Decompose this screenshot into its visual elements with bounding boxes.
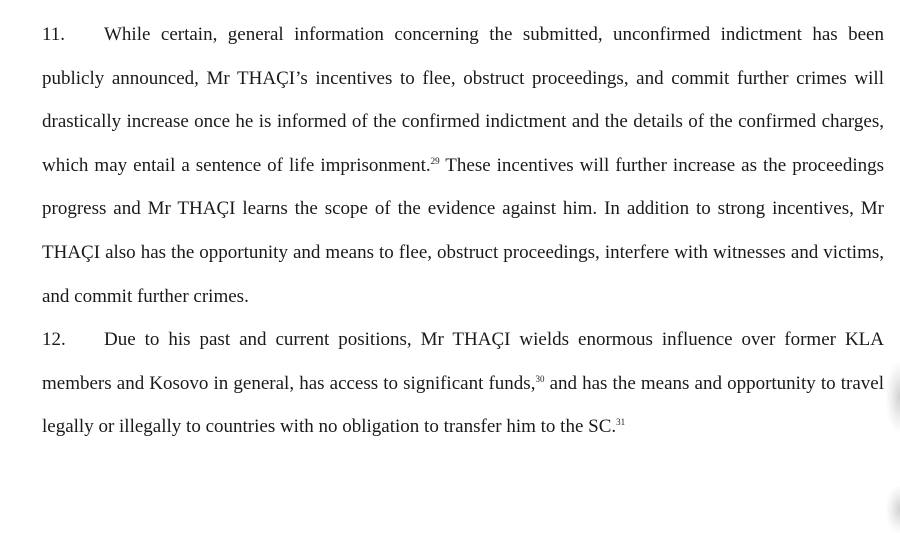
page-curl-shadow [886,362,900,432]
footnote-marker[interactable]: 30 [535,373,545,384]
footnote-marker[interactable]: 31 [616,417,626,428]
paragraph-text: and has the means and opportunity to travel legally or illegally to countries with no obligation to transfer him to the SC. [42,372,884,438]
paragraph-number: 11. [42,24,66,45]
paragraph-text: While certain, general information concerning the submitted, unconfirmed indictment has been publicly announced, Mr THAÇI’s incentives to flee, obstruct proceedings, and commit further crimes will drastically increase once he is informed of the confirmed indictment and the details of the confirmed charges, which may entail a sentence of life imprisonment. [42,24,884,176]
document-page [42,13,884,449]
paragraph-number: 12. [42,329,66,351]
footnote-marker[interactable]: 29 [430,155,440,166]
page-curl-shadow [886,486,900,533]
paragraph-11 [42,13,884,318]
paragraph-12 [42,318,884,449]
paragraph-text: These incentives will further increase as the proceedings progress and Mr THAÇI learns the scope of the evidence against him. In addition to strong incentives, Mr THAÇI also has the opportunity and means to flee, obstruct proceedings, interfere with witnesses and victims, and commit further crimes. [42,154,884,307]
paragraph-text: Due to his past and current positions, Mr THAÇI wields enormous influence over former KLA members and Kosovo in general, has access to significant funds, [42,329,884,394]
